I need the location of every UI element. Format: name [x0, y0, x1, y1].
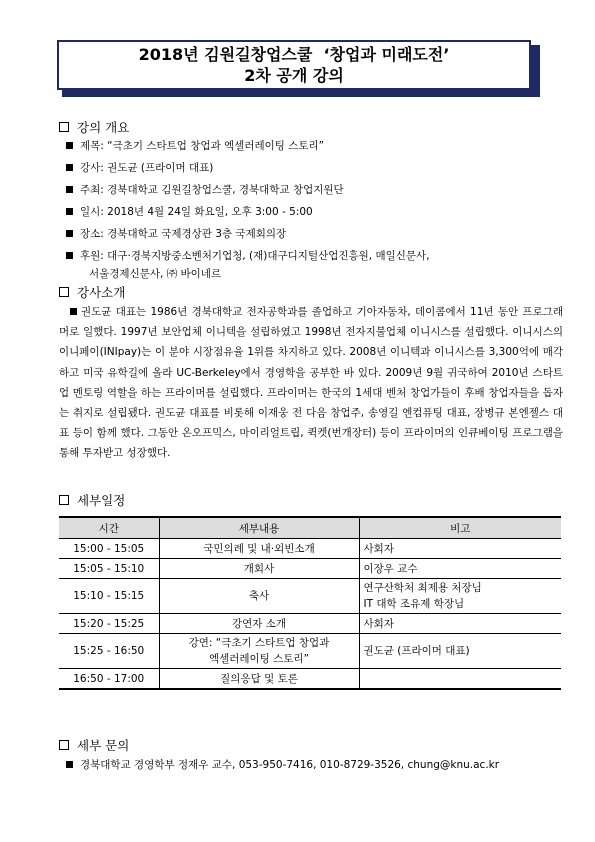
- overview-item-datetime: 일시: 2018년 4월 24일 화요일, 오후 3:00 - 5:00: [66, 204, 313, 220]
- overview-item-title: 제목: “극초기 스타트업 창업과 엑셀러레이팅 스토리”: [66, 138, 324, 154]
- cell-note: 이장우 교수: [359, 559, 561, 579]
- cell-time: 15:25 - 16:50: [59, 634, 159, 669]
- bullet-square-icon: [66, 761, 73, 768]
- section-heading-schedule: 세부일정: [59, 491, 125, 509]
- overview-item-sponsor: 후원: 대구·경북지방중소벤처기업청, (재)대구디지털산업진흥원, 매일신문사,: [66, 248, 430, 264]
- cell-content: 국민의례 및 내·외빈소개: [159, 539, 359, 559]
- cell-note-line: 연구산학처 최제용 처장님: [363, 582, 482, 594]
- table-row: [59, 579, 561, 614]
- cell-content-line: 엑셀러레이팅 스토리”: [208, 653, 310, 665]
- overview-item-venue: 장소: 경북대학교 국제경상관 3층 국제회의장: [66, 226, 286, 242]
- cell-note: [359, 579, 561, 614]
- table-row: [59, 559, 561, 579]
- cell-note: 사회자: [359, 539, 561, 559]
- checkbox-square-icon: [59, 740, 69, 750]
- cell-time: 15:00 - 15:05: [59, 539, 159, 559]
- cell-content: 개회사: [159, 559, 359, 579]
- cell-content-line: 강연: “극초기 스타트업 창업과: [188, 637, 330, 649]
- cell-time: 16:50 - 17:00: [59, 669, 159, 690]
- cell-note-line: IT 대학 조유제 학장님: [363, 598, 465, 610]
- overview-item-sponsor-continued: 서울경제신문사, ㈜ 바이네르: [89, 268, 222, 280]
- table-row: [59, 669, 561, 690]
- cell-content: [159, 634, 359, 669]
- cell-note: 사회자: [359, 614, 561, 634]
- bullet-square-icon: [70, 308, 77, 315]
- checkbox-square-icon: [59, 287, 69, 297]
- cell-note: [359, 669, 561, 690]
- bullet-square-icon: [66, 164, 73, 171]
- overview-item-lecturer: 강사: 권도균 (프라이머 대표): [66, 160, 213, 176]
- contact-info: 경북대학교 경영학부 정재우 교수, 053-950-7416, 010-8729-3526, chung@knu.ac.kr: [66, 757, 499, 772]
- bullet-square-icon: [66, 208, 73, 215]
- cell-content: 축사: [159, 579, 359, 614]
- table-row: [59, 614, 561, 634]
- section-heading-overview: 강의 개요: [59, 118, 129, 136]
- cell-content: 질의응답 및 토론: [159, 669, 359, 690]
- page-title: 2018년 김원길창업스쿨 ‘창업과 미래도전’: [138, 45, 450, 64]
- section-heading-bio: 강사소개: [59, 283, 125, 301]
- bullet-square-icon: [66, 230, 73, 237]
- title-box: [57, 40, 531, 90]
- cell-content: 강연자 소개: [159, 614, 359, 634]
- checkbox-square-icon: [59, 122, 69, 132]
- bullet-square-icon: [66, 142, 73, 149]
- schedule-table: [59, 516, 561, 690]
- bullet-square-icon: [66, 186, 73, 193]
- column-header-content: 세부내용: [159, 517, 359, 539]
- page-subtitle: 2차 공개 강의: [244, 66, 344, 85]
- overview-item-host: 주최: 경북대학교 김원길창업스쿨, 경북대학교 창업지원단: [66, 182, 344, 198]
- checkbox-square-icon: [59, 495, 69, 505]
- column-header-note: 비고: [359, 517, 561, 539]
- cell-time: 15:20 - 15:25: [59, 614, 159, 634]
- table-row: [59, 634, 561, 669]
- table-row: [59, 539, 561, 559]
- bullet-square-icon: [66, 252, 73, 259]
- section-heading-contact: 세부 문의: [59, 736, 129, 754]
- cell-time: 15:05 - 15:10: [59, 559, 159, 579]
- cell-time: 15:10 - 15:15: [59, 579, 159, 614]
- cell-note: 권도균 (프라이머 대표): [359, 634, 561, 669]
- table-header-row: [59, 517, 561, 539]
- bio-paragraph: 권도균 대표는 1986년 경북대학교 전자공학과를 졸업하고 기아자동차, 데이콤에서 11년 동안 프로그래머로 일했다. 1997년 보안업체 이니텍을 설립하였고 1998년 전자지불업체 이니시스를 설립했다. 이니시스의 이니페이(INIpay)는 이 분야 시장점유율 1위를 차지하고 있다. 2008년 이니텍과 이니시스를 3,300억에 매각하고 미국 유학길에 올라 UC-Berkeley에서 경영학을 공부한 바 있다. 2009년 9월 귀국하여 2010년 스타트업 멘토링 역할을 하는 프라이머를 설립했다. 프라이머는 한국의 1세대 벤처 창업가들이 후배 창업자들을 돕자는 취지로 설립됐다. 권도균 대표를 비롯해 이재웅 전 다음 창업주, 송영길 엔컴퓨팅 대표, 장병규 본엔젤스 대표 등이 함께 했다. 그동안 온오프믹스, 마이리얼트립, 퀵켓(번개장터) 등이 프라이머의 인큐베이팅 프로그램을 통해 투자받고 성장했다.: [59, 306, 563, 460]
- column-header-time: 시간: [59, 517, 159, 539]
